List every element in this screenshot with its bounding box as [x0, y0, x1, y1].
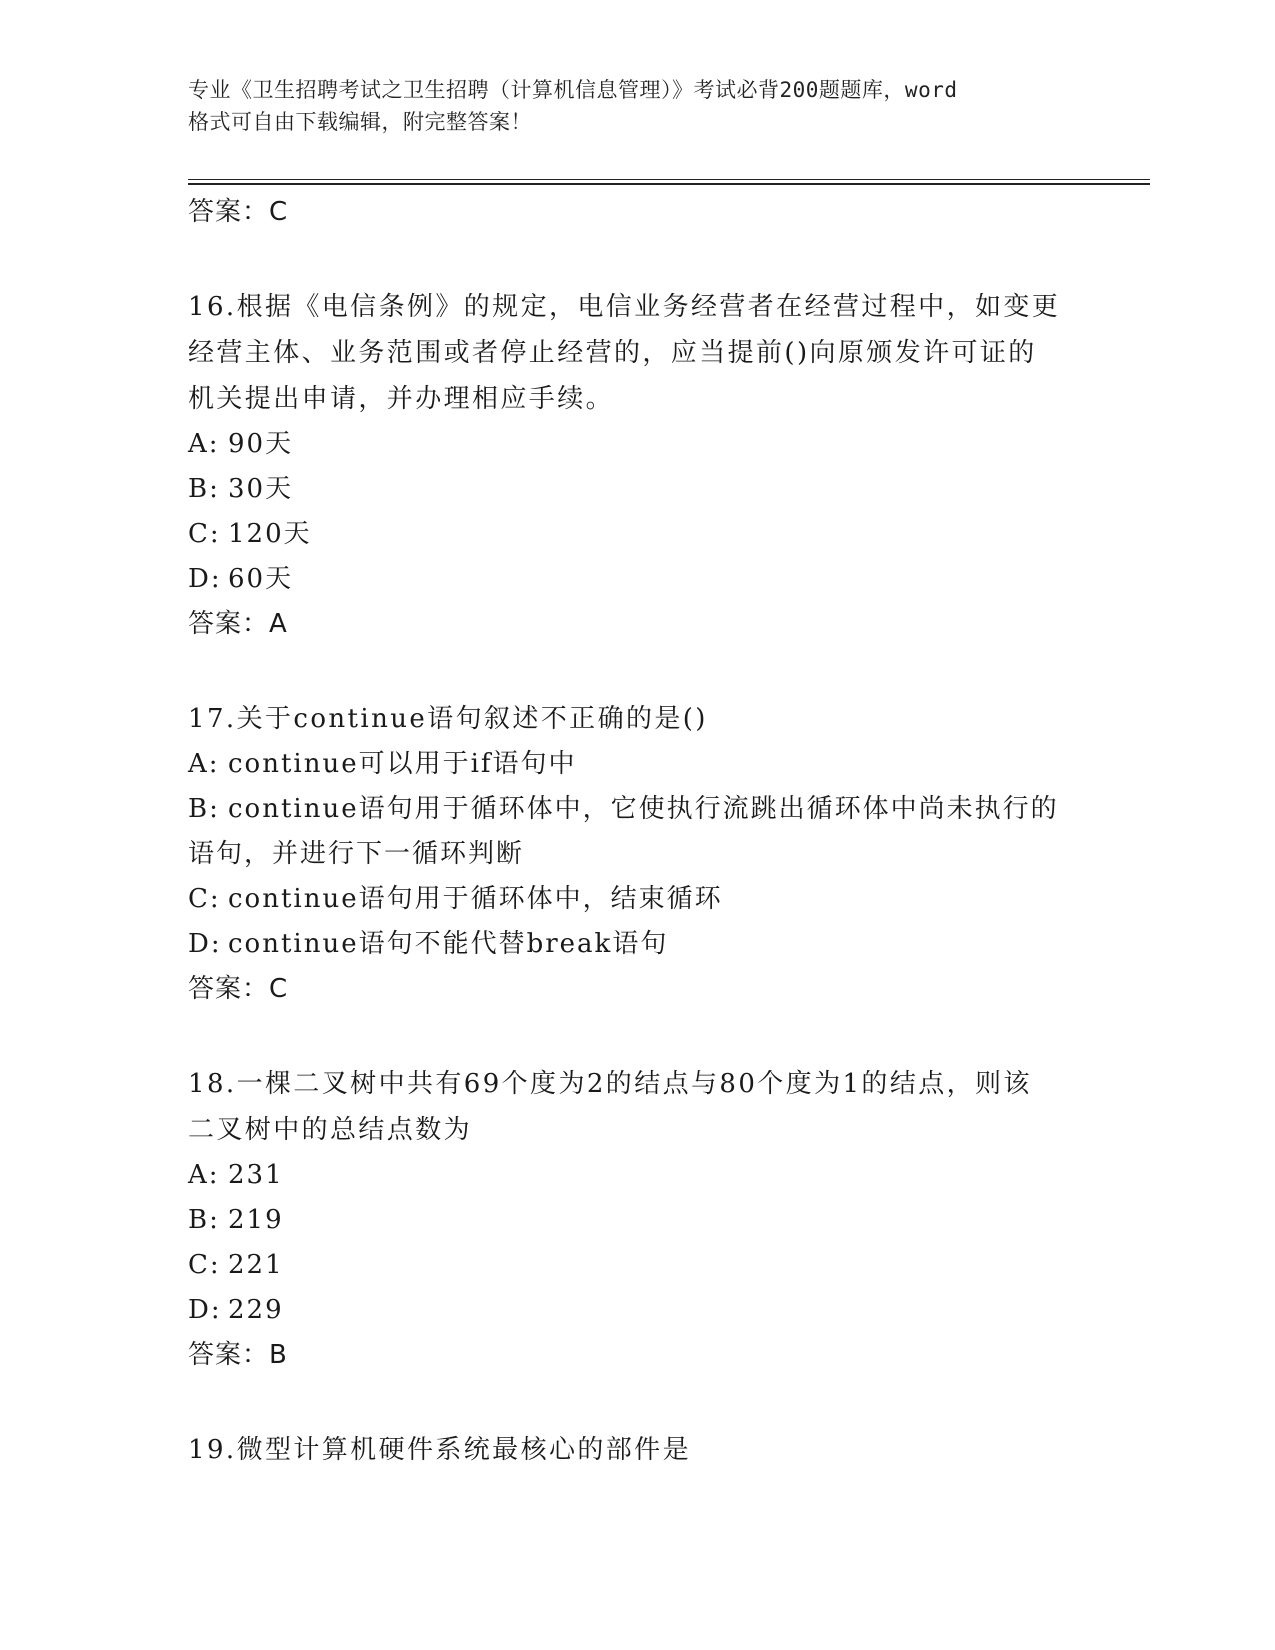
question-text-line: 经营主体、业务范围或者停止经营的，应当提前()向原颁发许可证的	[188, 338, 1037, 368]
option-label: A:	[188, 429, 220, 459]
option-a	[188, 742, 1088, 787]
question-text-line	[188, 1427, 1088, 1473]
option-d	[188, 1288, 1088, 1333]
option-label: A:	[188, 749, 220, 779]
question-number: 19.	[188, 1435, 237, 1465]
option-label: C:	[188, 519, 221, 549]
question-text: 一棵二叉树中共有69个度为2的结点与80个度为1的结点，则该	[236, 1069, 1032, 1099]
option-text: continue语句用于循环体中，它使执行流跳出循环体中尚未执行的	[228, 794, 1059, 824]
question-17	[188, 696, 1088, 1011]
option-d	[188, 557, 1088, 602]
option-c	[188, 1243, 1088, 1288]
header-divider-thick	[188, 183, 1150, 185]
option-b	[188, 1198, 1088, 1243]
option-text: continue语句不能代替break语句	[228, 929, 669, 959]
answer-line: 答案：C	[188, 197, 289, 227]
question-text: 微型计算机硬件系统最核心的部件是	[236, 1435, 691, 1465]
option-a	[188, 422, 1088, 467]
question-text: 关于continue语句叙述不正确的是()	[236, 704, 708, 734]
option-text: 221	[228, 1250, 284, 1280]
option-text: 90天	[228, 429, 294, 459]
option-text: continue可以用于if语句中	[228, 749, 577, 779]
option-text: 60天	[228, 564, 294, 594]
question-text-line	[188, 696, 1088, 742]
option-label: D:	[188, 1295, 222, 1325]
option-b	[188, 787, 1088, 832]
option-label: B:	[188, 1205, 220, 1235]
answer-line: 答案：C	[188, 974, 289, 1004]
option-label: D:	[188, 564, 222, 594]
document-body	[188, 190, 1088, 1473]
question-19	[188, 1427, 1088, 1473]
option-label: C:	[188, 1250, 221, 1280]
option-label: B:	[188, 794, 220, 824]
question-text-line: 二叉树中的总结点数为	[188, 1115, 473, 1145]
option-text: 231	[228, 1160, 284, 1190]
answer-line: 答案：A	[188, 609, 288, 639]
option-d	[188, 922, 1088, 967]
option-a	[188, 1153, 1088, 1198]
header-line-1: 专业《卫生招聘考试之卫生招聘（计算机信息管理）》考试必背200题题库，word	[188, 78, 958, 102]
option-text: continue语句用于循环体中，结束循环	[228, 884, 723, 914]
option-b	[188, 467, 1088, 512]
answer-line: 答案：B	[188, 1340, 288, 1370]
option-b-continued	[188, 832, 1088, 877]
header-line-2: 格式可自由下载编辑，附完整答案！	[188, 110, 532, 134]
option-text: 语句，并进行下一循环判断	[188, 839, 525, 869]
option-label: D:	[188, 929, 222, 959]
option-label: C:	[188, 884, 221, 914]
question-text-line	[188, 1061, 1088, 1107]
option-text: 229	[228, 1295, 284, 1325]
header-divider-thin	[188, 179, 1150, 180]
option-label: B:	[188, 474, 220, 504]
question-18	[188, 1061, 1088, 1377]
option-c	[188, 512, 1088, 557]
question-text-line: 机关提出申请，并办理相应手续。	[188, 384, 615, 414]
question-text-line	[188, 284, 1088, 330]
option-text: 120天	[228, 519, 312, 549]
option-c	[188, 877, 1088, 922]
question-16	[188, 284, 1088, 646]
document-header	[188, 74, 1088, 138]
question-number: 18.	[188, 1069, 237, 1099]
option-text: 219	[228, 1205, 284, 1235]
question-text: 根据《电信条例》的规定，电信业务经营者在经营过程中，如变更	[236, 292, 1061, 322]
question-number: 16.	[188, 292, 237, 322]
question-number: 17.	[188, 704, 237, 734]
option-text: 30天	[228, 474, 294, 504]
option-label: A:	[188, 1160, 220, 1190]
